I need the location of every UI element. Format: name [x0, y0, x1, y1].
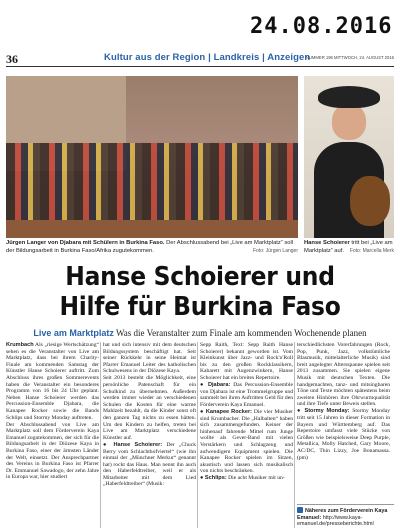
info-link[interactable]: http://www.kaya-emanuel.de/presseberichte.html: [297, 514, 374, 528]
article-paragraph: [200, 475, 293, 482]
article-paragraph: terschiedlichsten Vorerfahrungen (Rock, Pop, Punk, Jazz, volkstümliche Blasmusik, mittelalterliche Musik) sind breit angelegter Altersspanne spielen seit 2013 zusammen. Sie spielen eigene Musik mit deutschen Texten. Die handgemachten, tanz- und mitsingbaren Töne und Texte möchten spätestens beim zweiten Hinhören ihre Ohrwurmqualität und ihre Tiefe unter Beweis stellen.: [297, 342, 390, 408]
paragraph-text: Stormy Monday tritt seit 15 Jahren in dieser Formation in Bayern und Württemberg auf. Das Repertoire umfasst viele Stücke von Größen wie beispielsweise Deep Purple, Metallica, Molly Hatched, Gary Moore, AC/DC, Thin Lizzy, Joe Bonamassa. (pm): [297, 408, 390, 461]
paragraph-text: Der „Chuck Berry vom Schlachthofviertel“ (wie ihn einmal der „Münchner Merkur“ genannt hat) rockt das Haus. Man nennt ihn auch den Haberfeldtreiber, weil er als Mitarbeiter mit dem Lied „Haberfeldtreiber“ (Musik:: [103, 441, 196, 488]
photo-musician-face: [332, 104, 366, 140]
column-divider: [294, 342, 295, 528]
article-paragraph: hat und sich intensiv mit dem deutschen Bildungssystem beschäftigt hat. Seit seiner Rückkehr in seine Heimat ist Pfarrer Emanuel Leiter des katholischen Schulwesens in der Diözese Kaya.: [103, 342, 196, 375]
photo-credit: Foto: Marcella Merk: [349, 247, 394, 254]
subheadline: [6, 328, 394, 338]
info-box: [297, 504, 394, 528]
bullet-heading: ● Stormy Monday:: [297, 408, 350, 415]
column-divider: [100, 342, 101, 528]
paragraph-text: Die acht Musiker mit un-: [226, 475, 285, 482]
caption-lead: Hanse Schoierer: [304, 240, 350, 246]
article-paragraph: [200, 382, 293, 408]
photo-caption-main: [6, 240, 298, 255]
info-arrow-icon: [297, 507, 303, 513]
article-paragraph: Sepp Raith, Text: Sepp Raith Hanse Schoierer) bekannt geworden ist. Vom Kleinkunst über Jazz- und Rock'n'Roll bis zu den großen Rockklassikern, Kabarett mit Augenzwinkern, Hanse Schoierer hat ein breites Repertoire.: [200, 342, 293, 381]
photo-ground: [6, 220, 298, 238]
dateline: Krumbach: [6, 342, 34, 348]
article-paragraph: [103, 442, 196, 488]
article-paragraph: Seit 2013 besteht die Möglichkeit, eine persönliche Patenschaft für ein Schulkind zu übernehmen. Außerdem werden immer wieder an verschiedenen Schulen die Kosten für eine warme Mahlzeit bezahlt, da die Kinder sonst oft den ganzen Tag nichts zu essen hätten. Um den Kindern zu helfen, treten bei Live am Marktplatz verschiedene Künstler auf.: [103, 375, 196, 441]
photo-musician: [304, 76, 394, 238]
bullet-heading: ● Schlips:: [200, 475, 227, 482]
article-column-4: [297, 342, 390, 462]
section-title: Kultur aus der Region | Landkreis | Anzeigen: [104, 52, 311, 63]
article-column-1: [6, 342, 99, 481]
photo-caption-side: [304, 240, 394, 255]
date-stamp: 24.08.2016: [250, 14, 393, 39]
article-paragraph: [200, 409, 293, 475]
column-divider: [197, 342, 198, 528]
bullet-heading: ● Kanapee Rocker:: [200, 408, 253, 415]
page-header: [6, 52, 394, 67]
info-title: Näheres zum Förderverein Kaya Emanuel:: [297, 508, 388, 521]
paragraph-text: Als „riesige Wertschätzung“ sehen es die Veranstalter von Live am Marktplatz, dass bei ihrem Charity-Finale am kommenden Samstag der Künstler Hanse Schoierer auftritt. Zum Abschluss ihres großen Sommerevents haben die Veranstalter ein besonderes Programm von 16 bis 24 Uhr geplant. Neben Hanse Schoierer werden das Percussion-Ensemble Djabara, die Kanapee Rocker sowie die Bands Schlips und Stormy Monday auftreten.: [6, 342, 99, 421]
subhead-text: Was die Veranstalter zum Finale am kommenden Wochenende planen: [113, 328, 367, 338]
subhead-kicker: Live am Marktplatz: [33, 328, 114, 338]
bullet-heading: ● Hanse Schoierer:: [103, 441, 163, 448]
photo-musician-guitar: [350, 176, 390, 226]
article-paragraph: Der Abschlussabend von Live am Marktplatz soll dem Förderverein Kaya Emanuel zugutekommen, der sich für die Bildungsarbeit in der Diözese Kaya in Burkina Faso, einer der ärmsten Länder der Welt, einsetzt. Der Ansprechpartner des Vereins in Burkina Faso ist Pfarrer Dr. Emmanuel Sawadogo, der zehn Jahre in Europa war, hier studiert: [6, 421, 99, 481]
photo-credit: Foto: Jürgen Langer: [252, 247, 298, 254]
photo-schoolchildren: [6, 76, 298, 238]
bullet-heading: ● Djabara:: [200, 382, 231, 389]
article-paragraph: [297, 408, 390, 461]
paragraph-text: Das Percussion-Ensemble von Djabara ist eine Trommelgruppe und sammelt bei ihren Auftritten Geld für den Förderverein Kaya Emanuel.: [200, 382, 293, 408]
caption-text: Der Abschlussabend bei „Live am Marktplatz“ soll der Bildungsarbeit in Burkina Faso/Afrika zugutekommen.: [6, 240, 294, 254]
caption-lead: Jürgen Langer von Djabara mit Schülern in Burkina Faso.: [6, 240, 165, 246]
photo-musician-hat: [318, 86, 380, 108]
article-paragraph: [6, 342, 99, 421]
headline-line-2: Hilfe für Burkina Faso: [59, 292, 341, 322]
issue-line: NUMMER 196 MITTWOCH, 24. AUGUST 2016: [305, 55, 394, 60]
article-column-2: [103, 342, 196, 489]
article-column-3: [200, 342, 293, 482]
caption-text: tritt bei „Live am Marktplatz“ auf.: [304, 240, 393, 254]
page-number: 36: [6, 52, 18, 66]
paragraph-text: Die vier Musiker sind Krumbacher. Die „Halbalten“ haben sich zusammengefunden. Keiner der hinhenauf fahrende Mittel rum Junge wollte als Gever-Band mit vielen Verstärkern und Schlagzeug und aufwendigem Equipment spielen. Die Kanapee Rocker spielen im Sitzen, akustisch und lassen sich musikalisch von nichts beschränken.: [200, 408, 293, 475]
headline-line-1: Hanse Schoierer und: [65, 262, 335, 292]
